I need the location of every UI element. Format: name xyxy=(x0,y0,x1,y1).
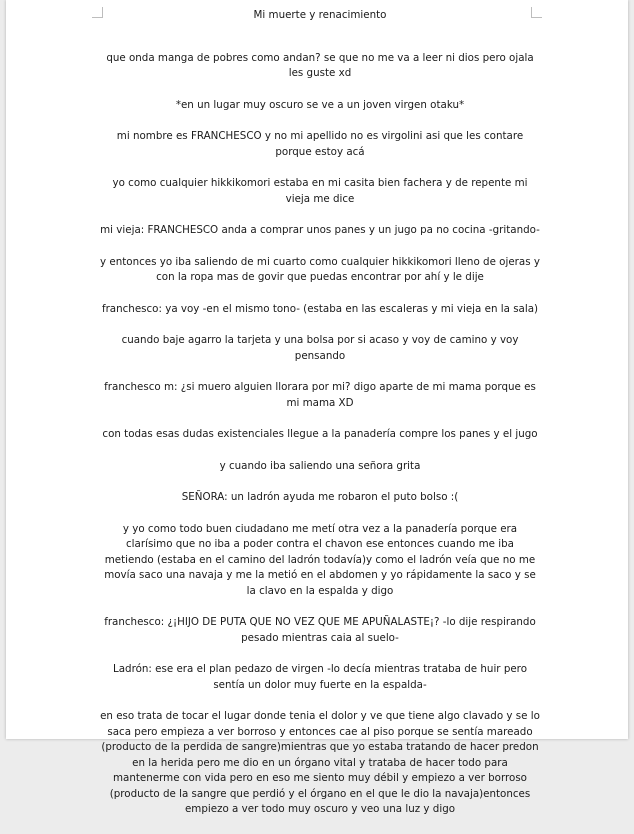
paragraph: *en un lugar muy oscuro se ve a un joven virgen otaku* xyxy=(175,98,465,111)
paragraph: mi vieja: FRANCHESCO anda a comprar unos panes y un jugo pa no cocina -gritando- xyxy=(100,224,540,236)
document-body[interactable] xyxy=(100,8,540,834)
paragraph: franchesco m: ¿si muero alguien llorara por mi? digo aparte de mi mama porque es mi mama XD xyxy=(104,381,536,409)
paragraph: cuando baje agarro la tarjeta y una bolsa por si acaso y voy de camino y voy pensando xyxy=(121,334,519,362)
paragraph: franchesco: ¿¡HIJO DE PUTA QUE NO VEZ QUE ME APUÑALASTE¡? -lo dije respirando pesado mientras caia al suelo- xyxy=(104,616,536,644)
paragraph: SEÑORA: un ladrón ayuda me robaron el puto bolso :( xyxy=(181,491,459,503)
paragraph: y cuando iba saliendo una señora grita xyxy=(219,459,421,472)
paragraph: mi nombre es FRANCHESCO y no mi apellido no es virgolini asi que les contare porque estoy acá xyxy=(116,130,524,158)
paragraph: y entonces yo iba saliendo de mi cuarto como cualquier hikkikomori lleno de ojeras y con la ropa mas de govir que puedas encontrar por ahí y le dije xyxy=(100,255,540,283)
paragraph: Ladrón: ese era el plan pedazo de virgen -lo decía mientras trataba de huir pero sentía un dolor muy fuerte en la espalda- xyxy=(113,663,527,691)
paragraph: en eso trata de tocar el lugar donde tenia el dolor y ve que tiene algo clavado y se lo saca pero empieza a ver borroso y entonces cae al piso porque se sentía mareado (producto de la perdida de sangre)mientras que yo estaba tratando de hacer predon en la herida pero me dio en un órgano vital y trataba de hacer todo para mantenerme con vida pero en eso me siento muy débil y empiezo a ver borroso (producto de la sangre que perdió y el órgano en el que le dio la navaja)entonces empiezo a ver todo muy oscuro y veo una luz y digo xyxy=(100,710,540,815)
paragraph: yo como cualquier hikkikomori estaba en mi casita bien fachera y de repente mi vieja me dice xyxy=(112,177,528,205)
paragraph: franchesco: ya voy -en el mismo tono- (estaba en las escaleras y mi vieja en la sala) xyxy=(101,302,539,315)
paragraph: con todas esas dudas existenciales llegue a la panadería compre los panes y el jugo xyxy=(102,428,538,440)
paragraph: y yo como todo buen ciudadano me metí otra vez a la panadería porque era clarísimo que no iba a poder contra el chavon ese entonces cuando me iba metiendo (estaba en el camino del ladrón todavía)y como el ladrón veía que no me movía saco una navaja y me la metió en el abdomen y yo rápidamente la saco y se la clavo en la espalda y digo xyxy=(104,522,536,597)
document-page xyxy=(6,0,628,815)
paragraph: que onda manga de pobres como andan? se que no me va a leer ni dios pero ojala les guste xd xyxy=(106,51,534,79)
document-title: Mi muerte y renacimiento xyxy=(253,9,387,21)
